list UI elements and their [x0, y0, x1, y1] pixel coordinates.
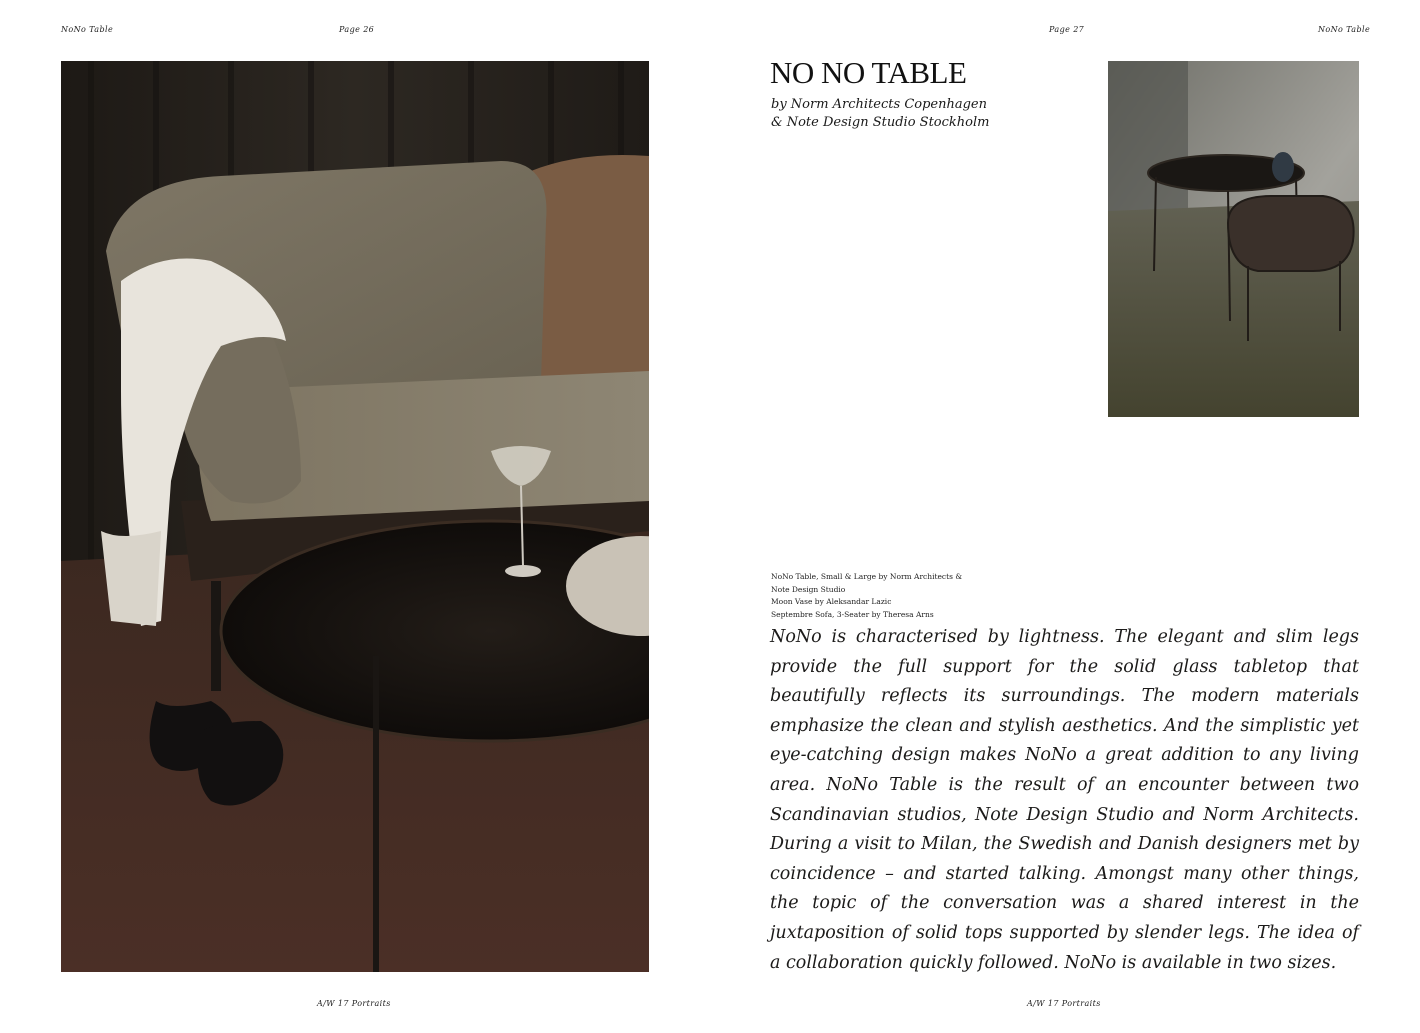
designer-byline [771, 96, 989, 132]
footer-right: A/W 17 Portraits [1027, 999, 1101, 1008]
credit-line: Septembre Sofa, 3-Seater by Theresa Arns [771, 609, 934, 619]
page-number-left: Page 26 [339, 25, 375, 34]
running-title-left: NoNo Table [61, 25, 114, 34]
running-title-right: NoNo Table [1318, 25, 1371, 34]
credit-line: Moon Vase by Aleksandar Lazic [771, 597, 892, 607]
article-body: NoNo is characterised by lightness. The elegant and slim legs provide the full support for the solid glass tabletop that beautifully reflects its surroundings. The modern materials emphasize the clean and stylish aesthetics. And the simplistic yet eye-catching design makes NoNo a great addition to any living area. NoNo Table is the result of an encounter between two Scandinavian studios, Note Design Studio and Norm Architects. During a visit to Milan, the Swedish and Danish designers met by coincidence – and started talking. Amongst many other things, the topic of the conversation was a shared interest in the juxtaposition of solid tops supported by slender legs. The idea of a collaboration quickly followed. NoNo is available in two sizes. [770, 627, 1359, 973]
page-number-right: Page 27 [1049, 25, 1085, 34]
nesting-tables-photo [1108, 61, 1359, 417]
byline-line: & Note Design Studio Stockholm [771, 115, 990, 130]
product-credits [771, 571, 971, 621]
footer-left: A/W 17 Portraits [317, 999, 391, 1008]
credit-line: NoNo Table, Small & Large by Norm Architects & [771, 572, 963, 581]
article-title: NO NO TABLE [770, 55, 967, 90]
byline-line: by Norm Architects Copenhagen [771, 97, 987, 112]
sofa-table-photo [61, 61, 649, 972]
credit-line: Note Design Studio [771, 584, 846, 594]
